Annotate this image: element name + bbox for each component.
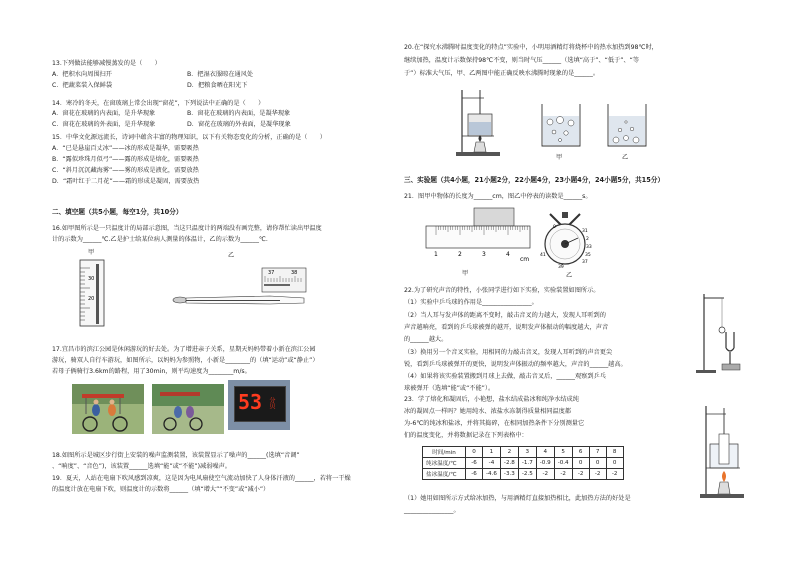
- q14-option-d: D．窗花在玻璃的外表面，是凝华现象: [187, 121, 291, 128]
- thermometer-jia-label-30: 30: [88, 276, 95, 282]
- q22-line7: 锐，看到乒乓球被弹开的更快，说明发声体振动的频率越大，声音的______越高。: [404, 361, 627, 368]
- q19-line1: 19．夏天，人站在电扇下吹风感到凉爽，这是因为电风扇使空气流动加快了人身体汗液的______，若将一干燥: [52, 475, 351, 482]
- q20-line1: 20.在“探究水沸腾时温度变化的特点”实验中，小明用酒精灯将烧杯中的热水加热到98℃时，: [404, 44, 658, 51]
- q16-line1: 16.如甲图所示是一只温度计的局部示意图，当这只温度计的两端没有画完整，请你帮忙读出甲温度: [52, 225, 322, 232]
- ruler-label-1: 1: [434, 251, 438, 258]
- table-header-cell: 时间/min: [423, 447, 466, 458]
- q14-option-b: B．窗花在玻璃的内表面，是凝华现象: [187, 110, 291, 117]
- table-cell: 0: [572, 458, 589, 469]
- table-cell: 0: [589, 458, 606, 469]
- table-header-cell: 8: [606, 447, 623, 458]
- noise-value-display: 53: [238, 390, 263, 414]
- q16-line2: 计的示数为______℃.乙是护士给某位病人测量的体温计，乙的示数为______℃.: [52, 236, 268, 243]
- q13-option-a: A．把积水向周围扫开: [52, 71, 112, 78]
- q20-line3: 于”）标准大气压，甲、乙两图中能正确反映水沸腾时现象的是______。: [404, 70, 600, 77]
- table-header-cell: 1: [483, 447, 501, 458]
- table-cell: 盐冰温度/℃: [423, 469, 466, 480]
- ruler-figure: [422, 206, 534, 264]
- table-cell: -2: [572, 469, 589, 480]
- q23-line6: ________________。: [404, 507, 460, 514]
- beaker-yi-figure: [604, 102, 650, 150]
- q22-line2: （1）实验中乒乓球的作用是________________。: [404, 299, 538, 306]
- temperature-table: [422, 446, 624, 480]
- q15-option-a: A．“已是悬崖百丈冰”——冰的形成是凝华，需要吸热: [52, 145, 199, 152]
- q22-line9: 球被弹开（选填“能”或“不能”）。: [404, 385, 495, 392]
- table-row: [423, 469, 624, 480]
- q22-line8: （4）如果将该实验装置搬到月球上去做，敲击音叉后，______观察到乒乓: [404, 373, 606, 380]
- table-row: [423, 458, 624, 469]
- table-cell: -0.4: [554, 458, 572, 469]
- table-cell: -2: [589, 469, 606, 480]
- q20-label-yi: 乙: [622, 154, 629, 161]
- park-photo: [152, 384, 224, 434]
- table-header-cell: 6: [572, 447, 589, 458]
- q22-line4: 声音越响亮，看到的乒乓球被弹的越开，说明发声体振动的幅度越大，声音: [404, 324, 609, 331]
- ruler-label-4: 4: [506, 251, 510, 258]
- q21-label-yi: 乙: [566, 272, 573, 279]
- table-cell: -2.8: [500, 458, 518, 469]
- clinical-thermometer-yi-figure: [170, 262, 310, 312]
- q15-option-b: B．“露似珍珠月似弓”——露的形成是熔化，需要吸热: [52, 156, 199, 163]
- q14-option-a: A．窗花在玻璃的内表面，是升华现象: [52, 110, 156, 117]
- q16-label-yi: 乙: [228, 252, 235, 259]
- table-header-cell: 4: [536, 447, 554, 458]
- table-header-cell: 3: [518, 447, 536, 458]
- q13-option-b: B．把湿衣服晾在通风处: [187, 71, 254, 78]
- table-cell: -2: [554, 469, 572, 480]
- ruler-label-2: 2: [458, 251, 462, 258]
- q20-line2: 继续加热，温度计示数保持98℃不变，则当时气压______（选填“高于”、“低于”、“等: [404, 57, 640, 64]
- q14-stem: 14．寒冷的冬天，在窗玻璃上常会出现“窗花”，下列说法中正确的是（ ）: [52, 100, 265, 107]
- section-2-title: 二、填空题（共5小题，每空1分，共10分）: [52, 208, 183, 216]
- table-cell: -4: [483, 458, 501, 469]
- q22-line6: （3）换用另一个音叉实验，用相同的力敲击音叉，发现人耳听到的声音更尖: [404, 349, 613, 356]
- table-cell: -2: [606, 469, 623, 480]
- noise-monitor-photo: [228, 380, 290, 430]
- q15-stem: 15．中华文化源远流长，诗词中蕴含丰富的物理知识，以下有关物态变化的分析，正确的是（ ）: [52, 134, 326, 141]
- watch-label-41: 41: [540, 253, 546, 258]
- table-header-cell: 0: [466, 447, 483, 458]
- table-cell: -1.7: [518, 458, 536, 469]
- ruler-label-3: 3: [482, 251, 486, 258]
- table-header-row: [423, 447, 624, 458]
- table-header-cell: 2: [500, 447, 518, 458]
- table-cell: -2.5: [518, 469, 536, 480]
- table-header-cell: 5: [554, 447, 572, 458]
- q13-option-c: C．把蔬菜装入保鲜袋: [52, 82, 113, 89]
- q13-option-d: D．把粮食晒在阳光下: [187, 82, 248, 89]
- q23-line2: 冰的凝固点一样吗？她用纯水、浓盐水冻制得质量相同温度都: [404, 408, 572, 415]
- section-3-title: 三、实验题（共4小题，21小题2分，22小题4分，23小题4分，24小题5分，共15分）: [404, 176, 665, 184]
- tandem-bicycle-photo: [72, 384, 144, 434]
- q18-line1: 18.如图所示是城区步行街上安装的噪声监测装置，该装置显示了噪声的______(选填“音调”: [52, 452, 300, 459]
- q19-line2: 的温度计放在电扇下吹，则温度计的示数将______（填“增大”“不变”或“减小”）: [52, 486, 270, 493]
- q22-line1: 22.为了研究声音的特性，小张同学进行如下实验，实验装置如图所示。: [404, 287, 600, 294]
- thermometer-jia-figure: [74, 258, 110, 328]
- table-cell: -4.6: [483, 469, 501, 480]
- noise-unit-label: 分贝: [268, 397, 275, 409]
- table-cell: 0: [606, 458, 623, 469]
- q17-line2: 游玩，骑双人自行车游玩，如图所示，以妈妈为参照物，小新是________的（填“运动”或“静止”）: [52, 357, 319, 364]
- clinical-label-38: 38: [291, 270, 298, 276]
- watch-label-0: 0: [553, 225, 556, 230]
- ruler-unit: cm: [520, 256, 530, 263]
- q17-line3: 若母子俩骑行3.6km的路程，用了30min，则平均速度为________m/s。: [52, 368, 251, 375]
- watch-label-39: 39: [558, 265, 564, 270]
- q15-option-d: D．“霜叶红于二月花”——霜的形成是凝固，需要放热: [52, 178, 200, 185]
- table-cell: -6: [466, 469, 483, 480]
- q21-text: 21．图甲中物体的长度为______cm，图乙中停表的读数是______s。: [404, 193, 592, 200]
- q16-label-jia: 甲: [88, 249, 95, 256]
- q22-line3: （2）当人耳与发声体的距离不变时，敲击音叉的力越大，发现人耳听到的: [404, 312, 606, 319]
- boiling-apparatus-figure: [454, 86, 504, 158]
- watch-label-37: 37: [582, 260, 588, 265]
- table-cell: -6: [466, 458, 483, 469]
- table-cell: -3.3: [500, 469, 518, 480]
- tuning-fork-figure: [694, 292, 744, 374]
- watch-label-33: 33: [586, 245, 592, 250]
- table-cell: -0.9: [536, 458, 554, 469]
- q23-line3: 为-6℃的纯冰和盐冰，并将其捣碎，在相同加热条件下分别测量它: [404, 420, 585, 427]
- stopwatch-figure: [538, 210, 602, 270]
- q23-line5: （1）她用如图所示方式给冰加热，与用酒精灯直接加热相比，此加热方法的好处是: [404, 495, 631, 502]
- table-cell: -2: [536, 469, 554, 480]
- q13-stem: 13.下列做法能够减慢蒸发的是（ ）: [52, 60, 161, 67]
- q17-line1: 17.宜昌市的滨江公园是休闲游玩的好去处。为了增进亲子关系，星期天妈妈带着小新在滨江公园: [52, 346, 316, 353]
- beaker-jia-figure: [538, 102, 584, 150]
- q18-line2: 、“响度”、“音色”)，该装置______选填“能”或“不能”)减弱噪声。: [52, 463, 231, 470]
- noise-monitor-screen: [234, 386, 286, 422]
- q23-line1: 23．学了熔化和凝固后，小艳想，盐水结成盐冰和纯净水结成纯: [404, 396, 579, 403]
- q15-option-c: C．“斜月沉沉藏海雾”——雾的形成是液化，需要放热: [52, 167, 199, 174]
- watch-label-2: 2: [586, 237, 589, 242]
- q14-option-c: C．窗花在玻璃的外表面，是升华现象: [52, 121, 156, 128]
- watch-label-31: 31: [582, 229, 588, 234]
- table-header-cell: 7: [589, 447, 606, 458]
- watch-label-35: 35: [585, 253, 591, 258]
- thermometer-jia-label-20: 20: [88, 296, 95, 302]
- ice-heating-apparatus-figure: [700, 404, 746, 500]
- q21-label-jia: 甲: [462, 270, 469, 277]
- table-cell: 纯冰温度/℃: [423, 458, 466, 469]
- q22-line5: 的______越大。: [404, 336, 448, 343]
- clinical-label-37: 37: [268, 270, 275, 276]
- q20-label-jia: 甲: [556, 154, 563, 161]
- q23-line4: 们的温度变化，并将数据记录在下列表格中：: [404, 432, 528, 439]
